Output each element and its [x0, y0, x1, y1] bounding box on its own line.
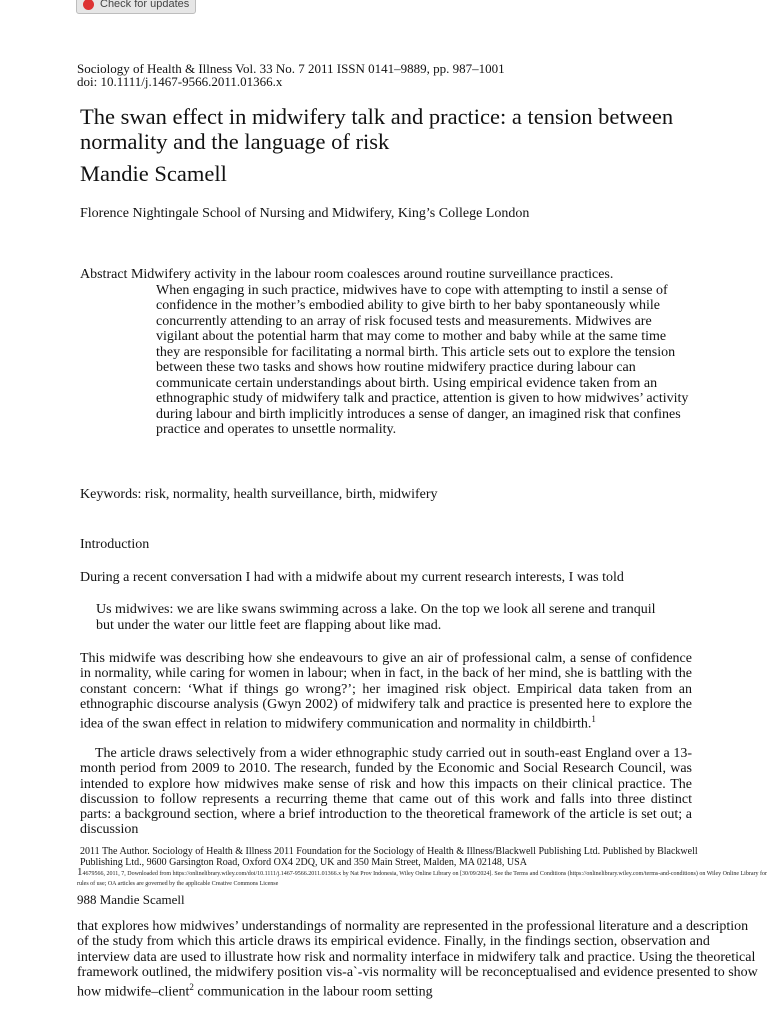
- paragraph-3: [77, 919, 762, 1000]
- author-affiliation: Florence Nightingale School of Nursing and Midwifery, King’s College London: [80, 206, 530, 221]
- download-notice-num: 1: [77, 866, 83, 878]
- paragraph-1-text: This midwife was describing how she endeavours to give an air of professional calm, a sense of confidence in normality, while caring for women in labour; when in fact, in the back of her mind, she is battling with the constant concern: ‘What if things go wrong?’; her imagined risk object. Empirical data taken from an ethnographic discourse analysis (Gwyn 2002) of midwifery talk and practice is presented here to explore the idea of the swan effect in relation to midwifery communication and normality in childbirth.: [80, 651, 692, 732]
- download-notice-text: 4679566, 2011, 7, Downloaded from https://onlinelibrary.wiley.com/doi/10.1111/j.1467-9566.2011.01366.x by Nat Prov Indonesia, Wiley Online Library on [30/09/2024]. See the Terms and Conditions (https://onlinelibrary.wiley.com/terms-and-conditions) on Wiley Online Library for rules of use; OA articles are governed by the applicable Creative Commons License: [77, 871, 767, 887]
- paragraph-3-text: that explores how midwives’ understandings of normality are represented in the professional literature and a description of the study from which this article draws its empirical evidence. Finally, in the findings section, observation and interview data are used to illustrate how risk and normality interface in midwifery talk and practice. Using the theoretical framework outlined, the midwifery position vis-a`-vis normality will be reconceptualised and evidence presented to show how midwife–client: [77, 919, 758, 1000]
- paragraph-3-tail: communication in the labour room setting: [193, 984, 433, 1000]
- download-notice: [77, 867, 767, 889]
- footnote-ref-1[interactable]: 1: [591, 714, 596, 725]
- footnote-ref-2[interactable]: 2: [189, 982, 194, 993]
- abstract-first-line: Midwifery activity in the labour room coalesces around routine surveillance practices.: [130, 267, 614, 282]
- lead-sentence: During a recent conversation I had with a midwife about my current research interests, I was told: [80, 570, 624, 585]
- paragraph-1: [80, 651, 692, 732]
- keywords: Keywords: risk, normality, health surveillance, birth, midwifery: [80, 487, 438, 502]
- article-title: The swan effect in midwifery talk and practice: a tension between normality and the language of risk: [80, 104, 674, 154]
- crossmark-icon: [83, 0, 94, 10]
- copyright-notice: 2011 The Author. Sociology of Health & Illness 2011 Foundation for the Sociology of Health & Illness/Blackwell Publishing Ltd. Published by Blackwell Publishing Ltd., 9600 Garsington Road, Oxford OX4 2DQ, UK and 350 Main Street, Malden, MA 02148, USA: [80, 846, 698, 868]
- check-for-updates-label: Check for updates: [100, 0, 190, 10]
- doi-line: doi: 10.1111/j.1467-9566.2011.01366.x: [77, 74, 283, 89]
- section-heading-introduction: Introduction: [80, 537, 150, 552]
- abstract-body: When engaging in such practice, midwives have to cope with attempting to instil a sense of confidence in the mother’s embodied ability to give birth to her baby spontaneously while concurrently attending to an array of risk focused tests and measurements. Midwives are vigilant about the potential harm that may come to mother and baby while at the same time they are responsible for facilitating a normal birth. This article sets out to explore the tension between these two tasks and shows how routine midwifery practice during labour can communicate certain understandings about birth. Using empirical evidence taken from an ethnographic study of midwifery talk and practice, attention is given to how midwives’ activity during labour and birth implicitly introduces a sense of danger, an imagined risk that confines practice and operates to unsettle normality.: [156, 282, 689, 437]
- paragraph-2: The article draws selectively from a wider ethnographic study carried out in south-east England over a 13-month period from 2009 to 2010. The research, funded by the Economic and Social Research Council, was intended to explore how midwives make sense of risk and how this impacts on their clinical practice. The discussion to follow represents a recurring theme that came out of this work and falls into three distinct parts: a background section, where a brief introduction to the theoretical framework of the article is set out; a discussion: [80, 746, 692, 838]
- abstract: [80, 267, 692, 438]
- abstract-label: Abstract: [80, 267, 128, 282]
- block-quote: Us midwives: we are like swans swimming across a lake. On the top we look all serene and tranquil but under the water our little feet are flapping about like mad.: [96, 602, 656, 633]
- journal-citation: [77, 62, 505, 88]
- check-for-updates-button[interactable]: [76, 0, 196, 14]
- journal-citation-line: Sociology of Health & Illness Vol. 33 No. 7 2011 ISSN 0141–9889, pp. 987–1001: [77, 61, 505, 76]
- article-author: Mandie Scamell: [80, 161, 227, 186]
- running-head: 988 Mandie Scamell: [77, 892, 185, 907]
